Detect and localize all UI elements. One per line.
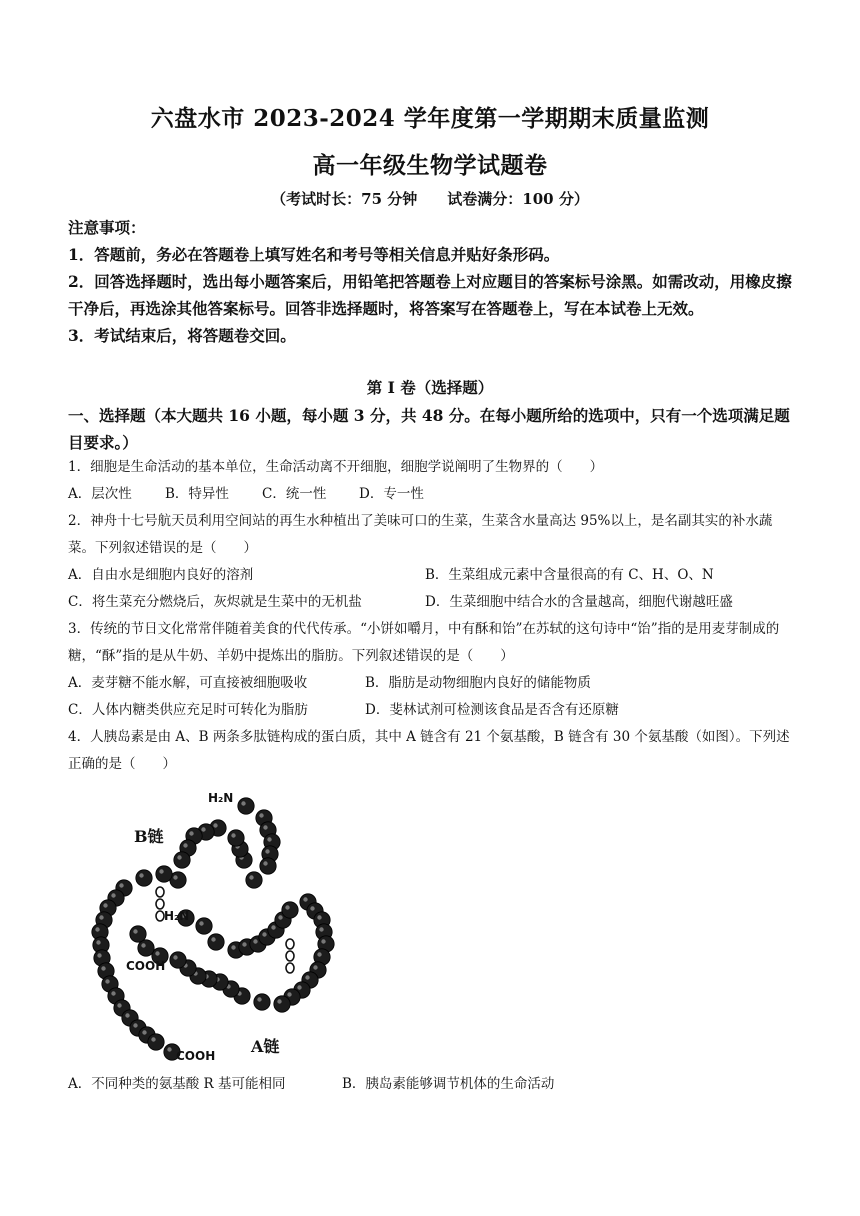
a-chain-residue-highlight (242, 942, 246, 946)
option-c: C．将生菜充分燃烧后，灰烬就是生菜中的无机盐 (68, 594, 362, 610)
b-chain-residue-highlight (117, 1003, 121, 1007)
a-chain-c-terminus: COOH (126, 959, 166, 973)
a-chain-n-terminus: H₂N (164, 909, 190, 923)
notes-item: 1．答题前，务必在答题卷上填写姓名和考号等相关信息并贴好条形码。 (68, 245, 560, 264)
b-chain-residue-highlight (96, 940, 100, 944)
exam-title: 六盘水市 2023-2024 学年度第一学期期末质量监测 (150, 105, 710, 132)
exam-subject-title: 高一年级生物学试题卷 (312, 152, 548, 179)
option-d: D．斐林试剂可检测该食品是否含有还原糖 (365, 702, 619, 718)
b-chain-residue-highlight (231, 833, 235, 837)
b-chain-residue (246, 872, 262, 888)
option-a: A．自由水是细胞内良好的溶剂 (68, 567, 254, 583)
b-chain-residue-highlight (105, 979, 109, 983)
disulfide-ring (286, 939, 294, 949)
b-chain-residue-highlight (249, 875, 253, 879)
disulfide-ring (286, 951, 294, 961)
b-chain-residue (136, 870, 152, 886)
a-chain-residue-highlight (199, 921, 203, 925)
notes-item: 2．回答选择题时，选出每小题答案后，用铅笔把答题卷上对应题目的答案标号涂黑。如需改动，用橡皮擦干净后，再选涂其他答案标号。回答非选择题时，将答案写在答题卷上，写在本试卷上无效。 (68, 272, 792, 318)
b-chain-residue-highlight (263, 861, 267, 865)
a-chain-residue-highlight (271, 925, 275, 929)
disulfide-ring (156, 887, 164, 897)
a-chain-residue (274, 996, 290, 1012)
section-title: 一、选择题（本大题共 16 小题，每小题 3 分，共 48 分。在每小题所给的选项中，只有一个选项满足题目要求。） (68, 406, 790, 452)
a-chain-residue-highlight (285, 905, 289, 909)
option-b: B．生菜组成元素中含量很高的有 C、H、O、N (425, 567, 714, 583)
option-b: B．胰岛素能够调节机体的生命活动 (342, 1076, 555, 1092)
a-chain-residue-highlight (319, 927, 323, 931)
b-chain-residue-highlight (95, 927, 99, 931)
a-chain-residue-highlight (297, 985, 301, 989)
option-c: C．人体内糖类供应充足时可转化为脂肪 (68, 702, 308, 718)
b-chain-residue-highlight (111, 893, 115, 897)
b-chain-residue (174, 852, 190, 868)
disulfide-ring (286, 963, 294, 973)
question-options (68, 562, 793, 589)
a-chain-residue-highlight (211, 937, 215, 941)
a-chain-residue-highlight (141, 943, 145, 947)
question-stem: 4．人胰岛素是由 A、B 两条多肽链构成的蛋白质，其中 A 链含有 21 个氨基酸，B 链含有 30 个氨基酸（如图）。下列述正确的是（ ） (68, 729, 790, 772)
a-chain-residue-highlight (231, 945, 235, 949)
a-chain-residue-highlight (287, 992, 291, 996)
question-options (68, 589, 793, 616)
option-a: A．不同种类的氨基酸 R 基可能相同 (68, 1076, 286, 1092)
b-chain-c-terminus: COOH (176, 1049, 216, 1063)
a-chain-residue-highlight (277, 999, 281, 1003)
a-chain-residue (196, 918, 212, 934)
b-chain-residue-highlight (177, 855, 181, 859)
option-a: A．层次性 (68, 486, 132, 502)
b-chain-residue-highlight (99, 915, 103, 919)
a-chain-residue-highlight (303, 897, 307, 901)
b-chain-n-terminus: H₂N (208, 791, 234, 805)
b-chain-residue-highlight (151, 1037, 155, 1041)
b-chain-residue-highlight (142, 1030, 146, 1034)
notes-section (68, 214, 793, 349)
question-options (68, 697, 793, 724)
notes-item: 3．考试结束后，将答题卷交回。 (68, 326, 296, 345)
a-chain-residue (282, 902, 298, 918)
part-title: 第 I 卷（选择题） (366, 378, 494, 397)
question-stem: 1．细胞是生命活动的基本单位，生命活动离不开细胞，细胞学说阐明了生物界的（ ） (68, 459, 604, 475)
a-chain-residue-highlight (155, 951, 159, 955)
b-chain-residue-highlight (167, 1047, 171, 1051)
b-chain-residue (156, 866, 172, 882)
b-chain-residue-highlight (241, 801, 245, 805)
a-chain-residue-highlight (317, 952, 321, 956)
b-chain-residue-highlight (97, 953, 101, 957)
option-d: D．生菜细胞中结合水的含量越高，细胞代谢越旺盛 (425, 594, 733, 610)
a-chain-residue-highlight (317, 915, 321, 919)
question-stem: 2．神舟十七号航天员利用空间站的再生水种植出了美味可口的生菜，生菜含水量高达 95%以上，是名副其实的补水蔬菜。下列叙述错误的是（ ） (68, 513, 773, 556)
insulin-diagram (86, 780, 346, 1070)
b-chain-residue-highlight (159, 869, 163, 873)
b-chain-residue-highlight (265, 849, 269, 853)
a-chain-residue (170, 952, 186, 968)
a-chain-residue (208, 934, 224, 950)
a-chain-residue-highlight (321, 939, 325, 943)
exam-time: （考试时长：75 分钟 (271, 190, 418, 208)
b-chain-label: B链 (134, 827, 164, 846)
option-b: B．特异性 (165, 486, 229, 502)
notes-heading: 注意事项： (68, 218, 146, 237)
a-chain-residue-highlight (133, 929, 137, 933)
b-chain-residue-highlight (139, 873, 143, 877)
b-chain-residue-highlight (183, 843, 187, 847)
b-chain-residue-highlight (201, 827, 205, 831)
a-chain-label: A链 (251, 1037, 280, 1056)
a-chain-residue-highlight (313, 965, 317, 969)
question-stem: 3．传统的节日文化常常伴随着美食的代代传承。“小饼如嚼月，中有酥和饴”在苏轼的这句诗中“饴”指的是用麦芽制成的糖，“酥”指的是从牛奶、羊奶中提炼出的脂肪。下列叙述错误的是（ ） (68, 621, 780, 664)
option-c: C．统一性 (262, 486, 327, 502)
a-chain-residue-highlight (305, 975, 309, 979)
option-b: B．脂肪是动物细胞内良好的储能物质 (365, 675, 591, 691)
b-chain (92, 798, 280, 1060)
question-options (68, 481, 793, 508)
disulfide-ring (156, 911, 164, 921)
b-chain-residue-highlight (125, 1013, 129, 1017)
a-chain-residue-highlight (310, 906, 314, 910)
b-chain-residue-highlight (267, 837, 271, 841)
a-chain-residue-highlight (257, 997, 261, 1001)
question-options (68, 670, 793, 697)
option-d: D．专一性 (359, 486, 424, 502)
insulin-structure-figure (86, 780, 346, 1070)
a-chain-residue-highlight (253, 939, 257, 943)
b-chain-residue-highlight (119, 883, 123, 887)
b-chain-residue-highlight (133, 1023, 137, 1027)
exam-full-score: 试卷满分：100 分） (447, 190, 589, 208)
disulfide-ring (156, 899, 164, 909)
b-chain-residue-highlight (101, 966, 105, 970)
b-chain-residue-highlight (189, 831, 193, 835)
b-chain-residue-highlight (103, 903, 107, 907)
a-chain-residue-highlight (262, 932, 266, 936)
b-chain-residue (148, 1034, 164, 1050)
b-chain-residue-highlight (111, 991, 115, 995)
a-chain-residue (130, 926, 146, 942)
b-chain-residue (228, 830, 244, 846)
option-a: A．麦芽糖不能水解，可直接被细胞吸收 (68, 675, 308, 691)
b-chain-residue-highlight (259, 813, 263, 817)
question-options (68, 1071, 793, 1098)
b-chain-residue (238, 798, 254, 814)
b-chain-residue-highlight (263, 825, 267, 829)
b-chain-residue (260, 858, 276, 874)
b-chain-residue-highlight (213, 823, 217, 827)
exam-info (0, 188, 860, 209)
b-chain-residue-highlight (173, 875, 177, 879)
a-chain-residue-highlight (173, 955, 177, 959)
a-chain-residue (254, 994, 270, 1010)
a-chain-residue-highlight (278, 915, 282, 919)
